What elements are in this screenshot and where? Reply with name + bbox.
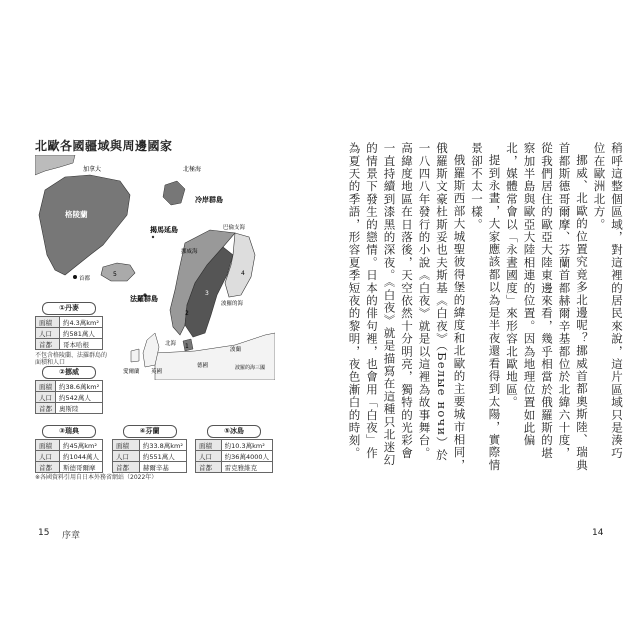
panel-value: 斯德哥爾摩 [59,462,102,473]
figure-title: 北歐各國疆域與周邊國家 [35,139,173,153]
label-england: 英國 [151,369,163,375]
panel-value: 約581萬人 [59,328,102,339]
panel-value: 哥本哈根 [59,339,102,350]
label-num-denmark: 1 [185,343,189,350]
panel-sweden [35,425,103,473]
panel-table [35,439,103,473]
label-faroe: 法羅群島 [130,295,158,303]
panel-key: 首都 [36,339,60,350]
chapter-label: 序章 [62,531,81,541]
panel-norway [35,366,103,414]
panel-key: 面積 [196,440,222,451]
label-poland: 波蘭 [230,347,242,353]
panel-value: 赫爾辛基 [139,462,186,473]
denmark-note: 不包含格陵蘭、法羅群島的面積和人口 [35,352,108,366]
paragraph: 挪威、北歐的位置究竟多北邊呢？挪威首都奧斯陸、瑞典首都斯德哥爾摩、芬蘭首都赫爾辛基都位於北緯六十度，從我們居住的歐亞大陸東邊來看，幾乎相當於俄羅斯的堪察加半島與歐亞大陸相連的位置。因為地理位置如此偏北，媒體常會以「永晝國度」來形容北歐地區。 [505,142,589,471]
label-ireland: 愛爾蘭 [123,369,140,375]
label-svalbard: 冷岸群島 [195,196,223,204]
left-page-number: 15 [38,528,50,538]
panel-key: 人口 [36,451,60,462]
panel-key: 面積 [36,381,56,392]
label-germany: 德國 [197,363,209,369]
label-num-finland: 4 [241,270,245,277]
panel-table [35,380,103,414]
paragraph: 俄羅斯西部大城聖彼得堡的緯度和北歐的主要城市相同，俄羅斯文豪杜斯妥也夫斯基《白夜》（Белые ночи）於一八四八年發行的小說《白夜》就是以這裡為故事舞台。高緯度地區在日落後，天空依然十分明亮，獨特的光彩會一直持續到漆黑的深夜。《白夜》就是描寫在這種只北迷幻的情景下發生的戀情。日本的俳句裡，也會用「白夜」作為夏天的季語，形容夏季短夜的黎明，夜色漸白的時刻。 [347,142,467,471]
jan-mayen-dot [152,236,154,238]
body-text [347,142,625,472]
label-capital: 首都 [79,276,91,282]
label-barents: 巴倫支海 [223,225,246,231]
paragraph: 提到永晝，大家應該都以為是半夜還看得到太陽，實際情景卻不太一樣。 [470,142,502,471]
panel-key: 面積 [36,440,60,451]
panel-value: 奧斯陸 [56,403,103,414]
panel-finland [112,425,187,473]
panel-key: 人口 [36,392,56,403]
paragraph: 稍呼這整個區域，對這裡的居民來說，這片區域只是湊巧位在歐洲北方。 [592,142,624,460]
panel-key: 首都 [113,462,140,473]
source-note: ※各國資料引用自日本外務省網站（2022年） [35,474,158,481]
label-num-norway: 2 [185,310,189,317]
panel-value: 約38.6萬km² [56,381,103,392]
panel-key: 面積 [113,440,140,451]
label-greenland: 格陵蘭 [65,210,88,219]
greenland-shape [39,175,130,275]
label-num-iceland: 5 [113,271,117,278]
panel-value: 約4.3萬km² [59,317,102,328]
panel-key: 首都 [36,403,56,414]
label-arctic-sea: 北極海 [183,166,202,173]
panel-table [112,439,187,473]
label-baltic-states: 波羅的海三國 [235,365,266,371]
panel-key: 面積 [36,317,60,328]
right-page [320,0,640,640]
label-jan-mayen: 揭馬延島 [150,226,178,234]
panel-table [195,439,273,473]
panel-header: ③瑞典 [42,425,96,438]
label-north-sea: 北海 [165,341,177,347]
iceland-shape [101,263,135,281]
panel-value: 約10.3萬km² [221,440,272,451]
panel-key: 人口 [113,451,140,462]
svalbard-shape [163,181,185,205]
panel-header: ⑤冰島 [207,425,261,438]
capital-marker [73,275,77,279]
panel-table [35,316,103,350]
label-num-sweden: 3 [205,290,209,297]
panel-value: 約36萬4000人 [221,451,272,462]
panel-key: 人口 [36,328,60,339]
panel-key: 首都 [196,462,222,473]
label-baltic: 波羅的海 [221,301,244,307]
right-page-number: 14 [592,528,604,538]
panel-value: 約33.8萬km² [139,440,186,451]
panel-key: 首都 [36,462,60,473]
ireland-shape [131,349,139,362]
panel-key: 人口 [196,451,222,462]
panel-header: ④芬蘭 [123,425,177,438]
panel-value: 約1044萬人 [59,451,102,462]
panel-header: ①丹麥 [42,302,96,315]
panel-value: 約551萬人 [139,451,186,462]
panel-iceland [195,425,273,473]
panel-value: 約542萬人 [56,392,103,403]
label-norwegian-sea: 挪威海 [181,249,198,255]
panel-value: 雷克雅維克 [221,462,272,473]
label-canada: 加拿大 [83,166,102,173]
canada-shape [35,155,75,175]
panel-denmark [35,302,108,366]
panel-header: ②挪威 [42,366,96,379]
panel-value: 約45萬km² [59,440,102,451]
